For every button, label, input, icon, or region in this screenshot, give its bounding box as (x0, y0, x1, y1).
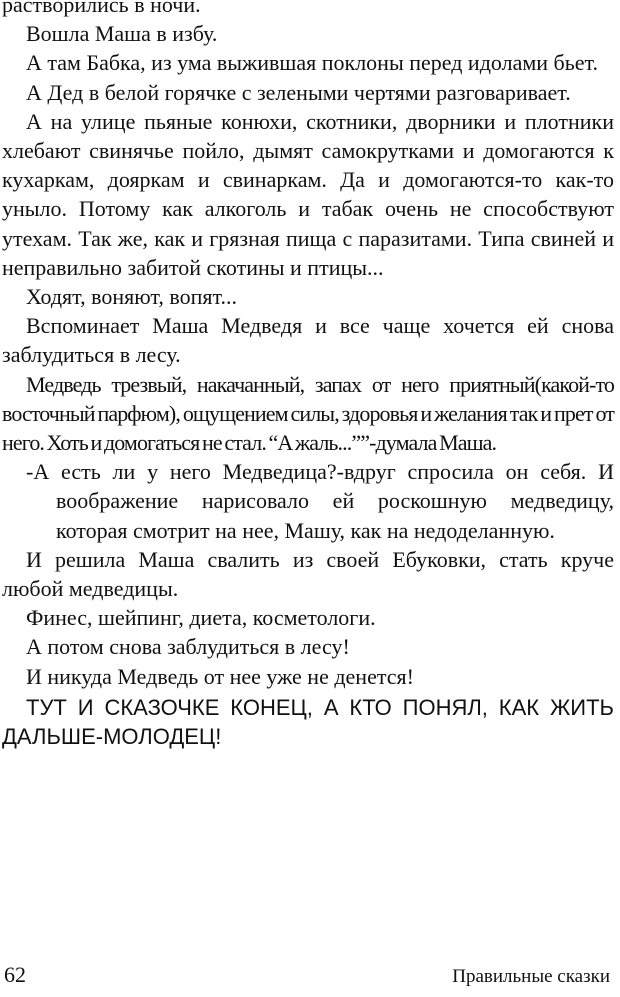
page-body (2, 0, 614, 752)
paragraph-enter-hut: Вошла Маша в избу. (26, 21, 218, 47)
paragraph-fitness: Финес, шейпинг, диета, косметологи. (26, 605, 376, 631)
paragraph-continuation: растворились в ночи. (2, 0, 201, 17)
paragraph-bear-stays: И никуда Медведь от нее уже не денется! (26, 663, 414, 689)
paragraph-walking: Ходят, воняют, вопят... (26, 284, 237, 310)
paragraph-grandfather: А Дед в белой горячке с зелеными чертями разговаривает. (26, 79, 571, 105)
page-number: 62 (4, 962, 26, 987)
paragraph-remembers-bear: Вспоминает Маша Медведя и все чаще хочется ей снова заблудиться в лесу. (2, 313, 614, 368)
paragraph-decision: И решила Маша свалить из своей Ебуковки, стать круче любой медведицы. (2, 546, 614, 602)
running-title: Правильные сказки (452, 966, 610, 987)
paragraph-dialog-question: -А есть ли у него Медведица?-вдруг спросила он себя. И воображение нарисовало ей роскошную медведицу, которая смотрит на нее, Машу, как на недоделанную. (26, 459, 614, 543)
paragraph-lost-again: А потом снова заблудиться в лесу! (26, 634, 350, 660)
paragraph-street: А на улице пьяные конюхи, скотники, дворники и плотники хлебают свинячье пойло, дымят самокрутками и домогаются к кухаркам, дояркам и свинаркам. Да и домогаются-то как-то уныло. Потому как алкоголь и табак очень не способствуют утехам. Так же, как и грязная пища с паразитами. Типа свиней и неправильно забитой скотины и птицы... (2, 108, 614, 280)
paragraph-grandmother: А там Бабка, из ума выжившая поклоны перед идолами бьет. (26, 50, 598, 76)
paragraph-bear-description: Медведь трезвый, накачанный, запах от него приятный(какой-то восточный парфюм), ощущением силы, здоровья и желания так и прет от него. Хоть и домогаться не стал. “А жаль...””-думала Маша. (2, 371, 614, 456)
paragraph-ending: ТУТ И СКАЗОЧКЕ КОНЕЦ, А КТО ПОНЯЛ, КАК ЖИТЬ ДАЛЬШЕ-МОЛОДЕЦ! (2, 694, 614, 750)
